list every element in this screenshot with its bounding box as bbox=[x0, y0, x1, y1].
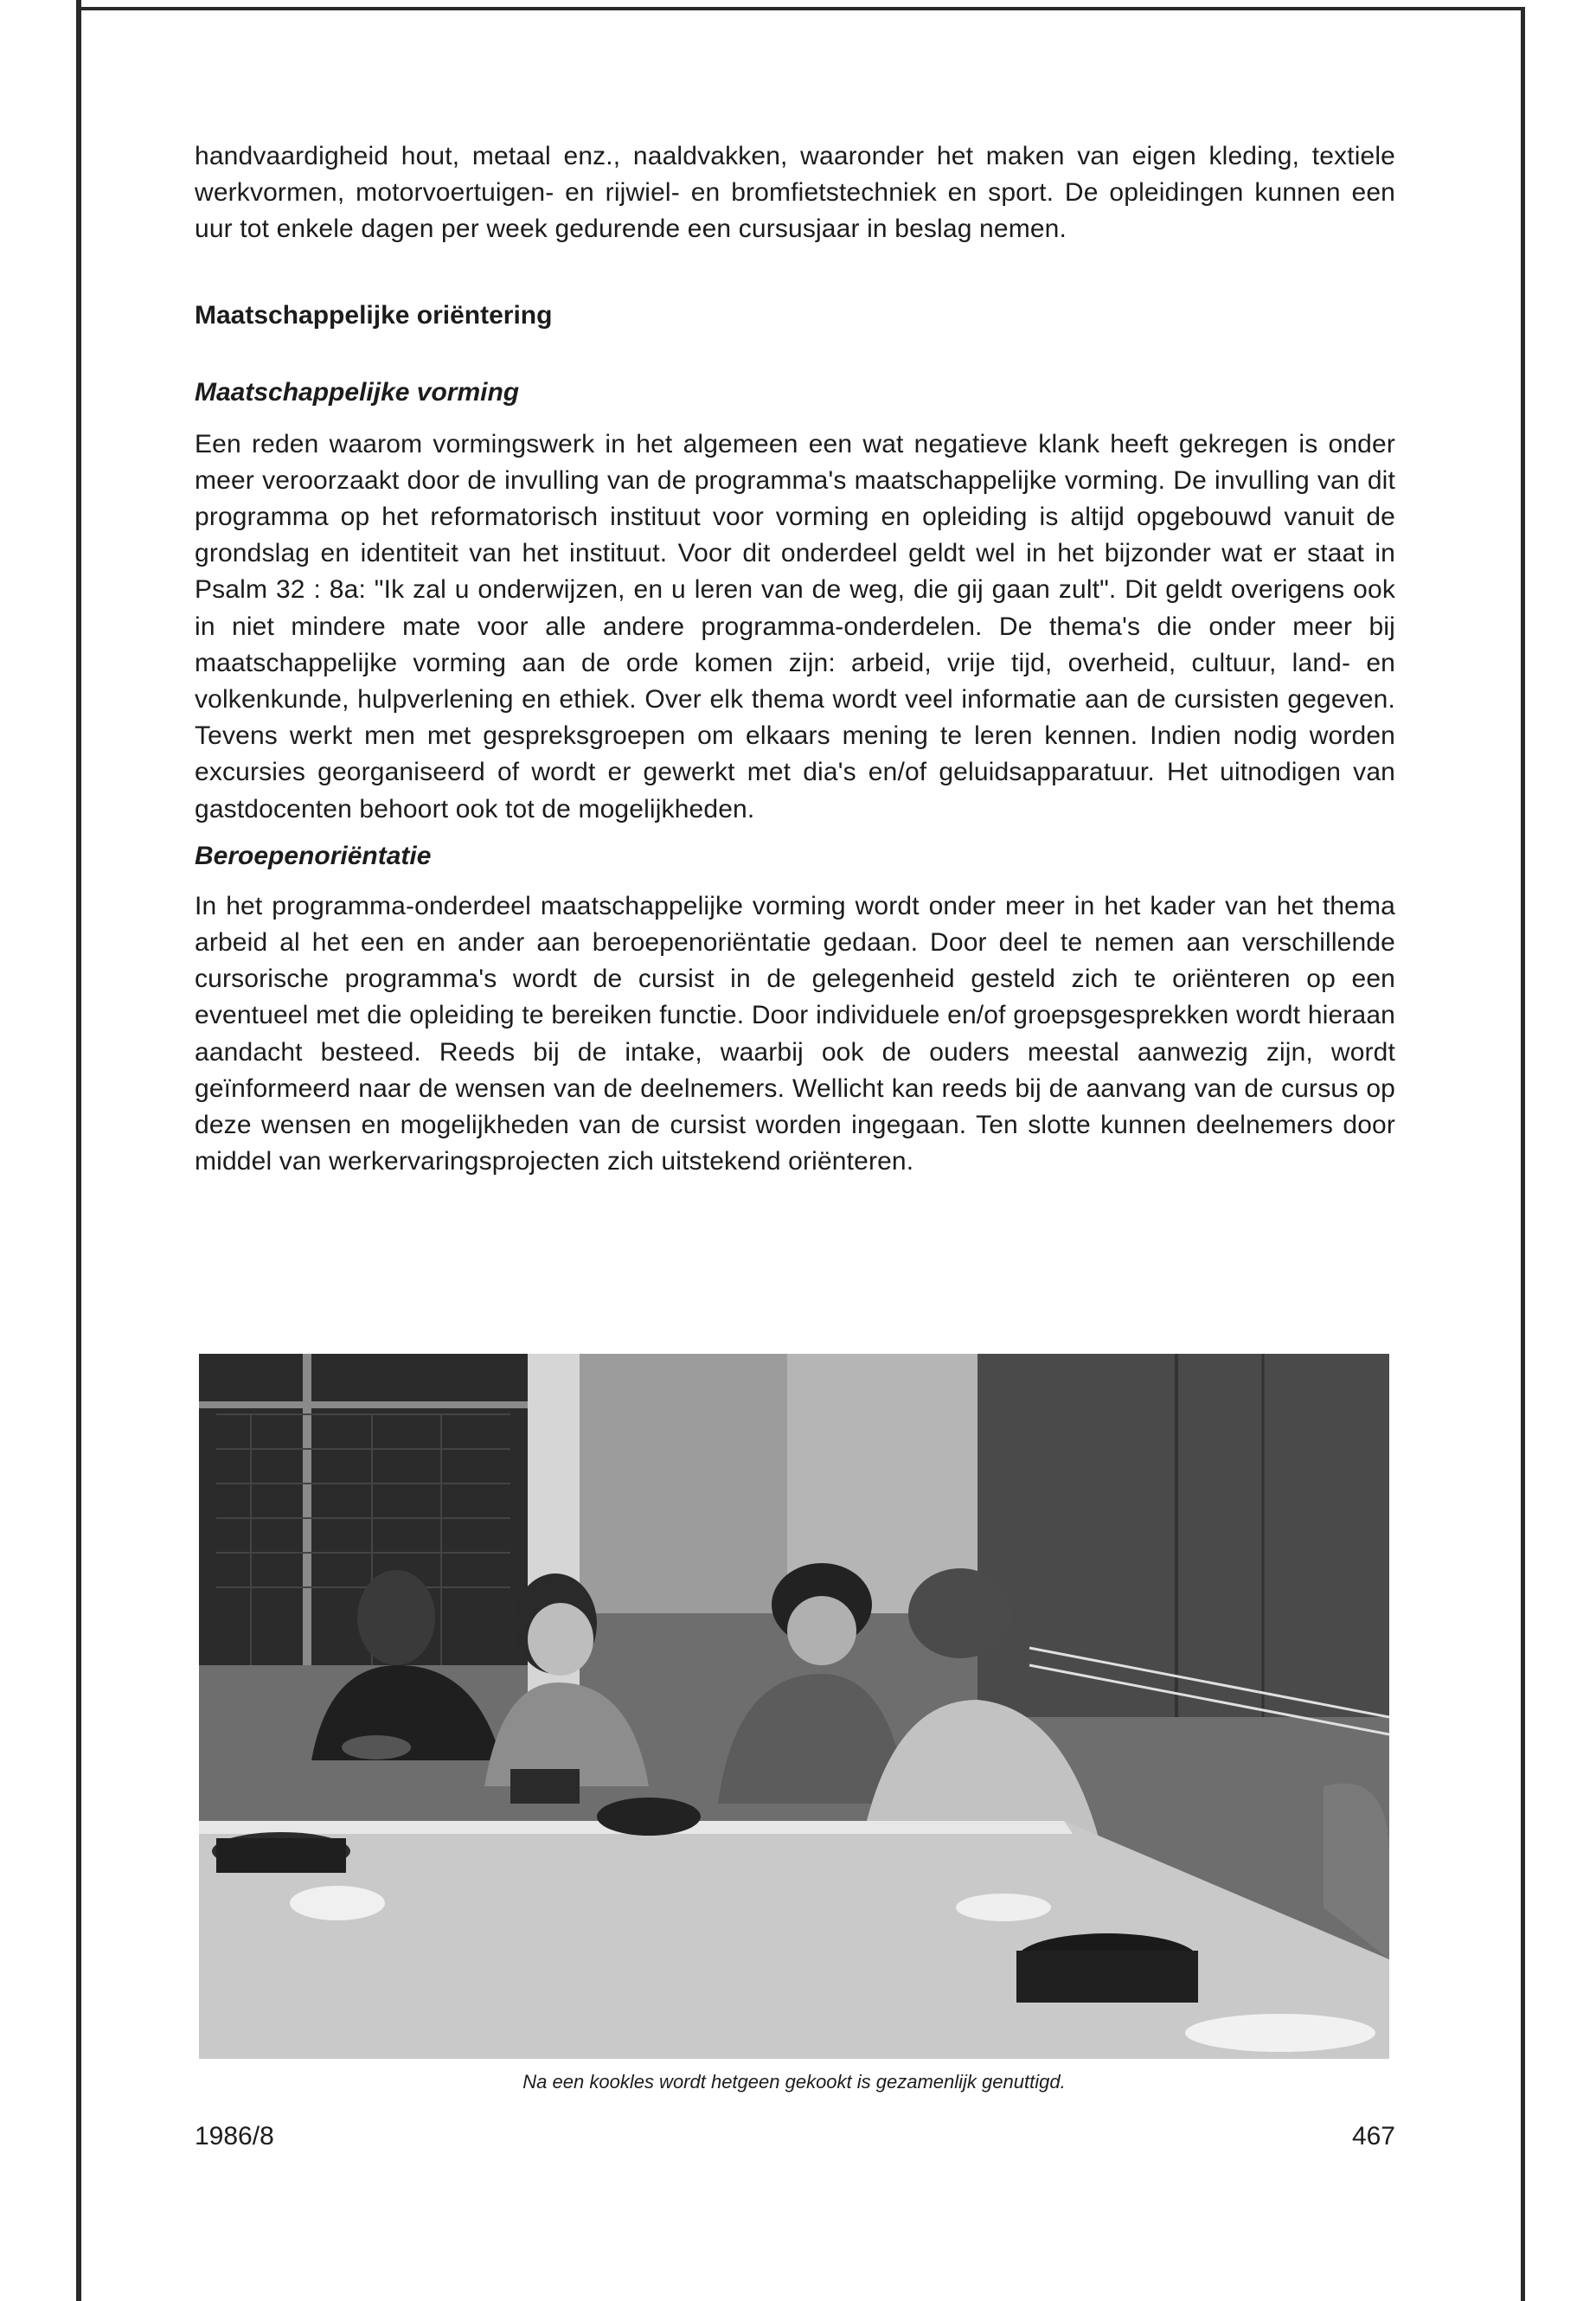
page-number: 467 bbox=[1351, 2122, 1395, 2150]
page-border-left bbox=[76, 0, 81, 2301]
page-border-right bbox=[1521, 9, 1525, 2301]
intro-paragraph: handvaardigheid hout, metaal enz., naaldvakken, waaronder het maken van eigen kleding, textiele werkvormen, motorvoertuigen- en rijwiel- en bromfietstechniek en sport. De opleidingen kunnen een uur tot enkele dagen per week gedurende een cursusjaar in beslag nemen. bbox=[195, 142, 1395, 244]
page-border-top bbox=[76, 7, 1525, 10]
issue-number: 1986/8 bbox=[195, 2122, 274, 2150]
subsection-title-beroepenorientatie: Beroepenoriëntatie bbox=[195, 841, 432, 870]
photo-caption: Na een kookles wordt hetgeen gekookt is gezamenlijk genuttigd. bbox=[522, 2071, 1066, 2093]
cooking-class-photo bbox=[199, 1354, 1389, 2059]
paragraph-beroepenorientatie: In het programma-onderdeel maatschappelijke vorming wordt onder meer in het kader van het thema arbeid al het een en ander aan beroepenoriëntatie gedaan. Door deel te nemen aan verschillende cursorische programma's wordt de cursist in de gelegenheid gesteld zich te oriënteren op een eventueel met die opleiding te bereiken functie. Door individuele en/of groepsgesprekken wordt hieraan aandacht besteed. Reeds bij de intake, waarbij ook de ouders meestal aanwezig zijn, wordt geïnformeerd naar de wensen van de deelnemers. Wellicht kan reeds bij de aanvang van de cursus op deze wensen en mogelijkheden van de cursist worden ingegaan. Ten slotte kunnen deelnemers door middel van werkervaringsprojecten zich uitstekend oriënteren. bbox=[195, 891, 1395, 1176]
section-heading: Maatschappelijke oriëntering bbox=[195, 300, 553, 330]
article-body bbox=[195, 138, 1395, 1180]
paragraph-vorming: Een reden waarom vormingswerk in het algemeen een wat negatieve klank heeft gekregen is onder meer veroorzaakt door de invulling van de programma's maatschappelijke vorming. De invulling van dit programma op het reformatorisch instituut voor vorming en opleiding is altijd opgebouwd vanuit de grondslag en identiteit van het instituut. Voor dit onderdeel geldt wel in het bijzonder wat er staat in Psalm 32 : 8a: "Ik zal u onderwijzen, en u leren van de weg, die gij gaan zult". Dit geldt overigens ook in niet mindere mate voor alle andere programma-onderdelen. De thema's die onder meer bij maatschappelijke vorming aan de orde komen zijn: arbeid, vrije tijd, overheid, cultuur, land- en volkenkunde, hulpverlening en ethiek. Over elk thema wordt veel informatie aan de cursisten gegeven. Tevens werkt men met gespreksgroepen om elkaars mening te leren kennen. Indien nodig worden excursies georganiseerd of wordt er gewerkt met dia's en/of geluidsapparatuur. Het uitnodigen van gastdocenten behoort ook tot de mogelijkheden. bbox=[195, 429, 1395, 824]
subsection-title-vorming: Maatschappelijke vorming bbox=[195, 377, 520, 407]
